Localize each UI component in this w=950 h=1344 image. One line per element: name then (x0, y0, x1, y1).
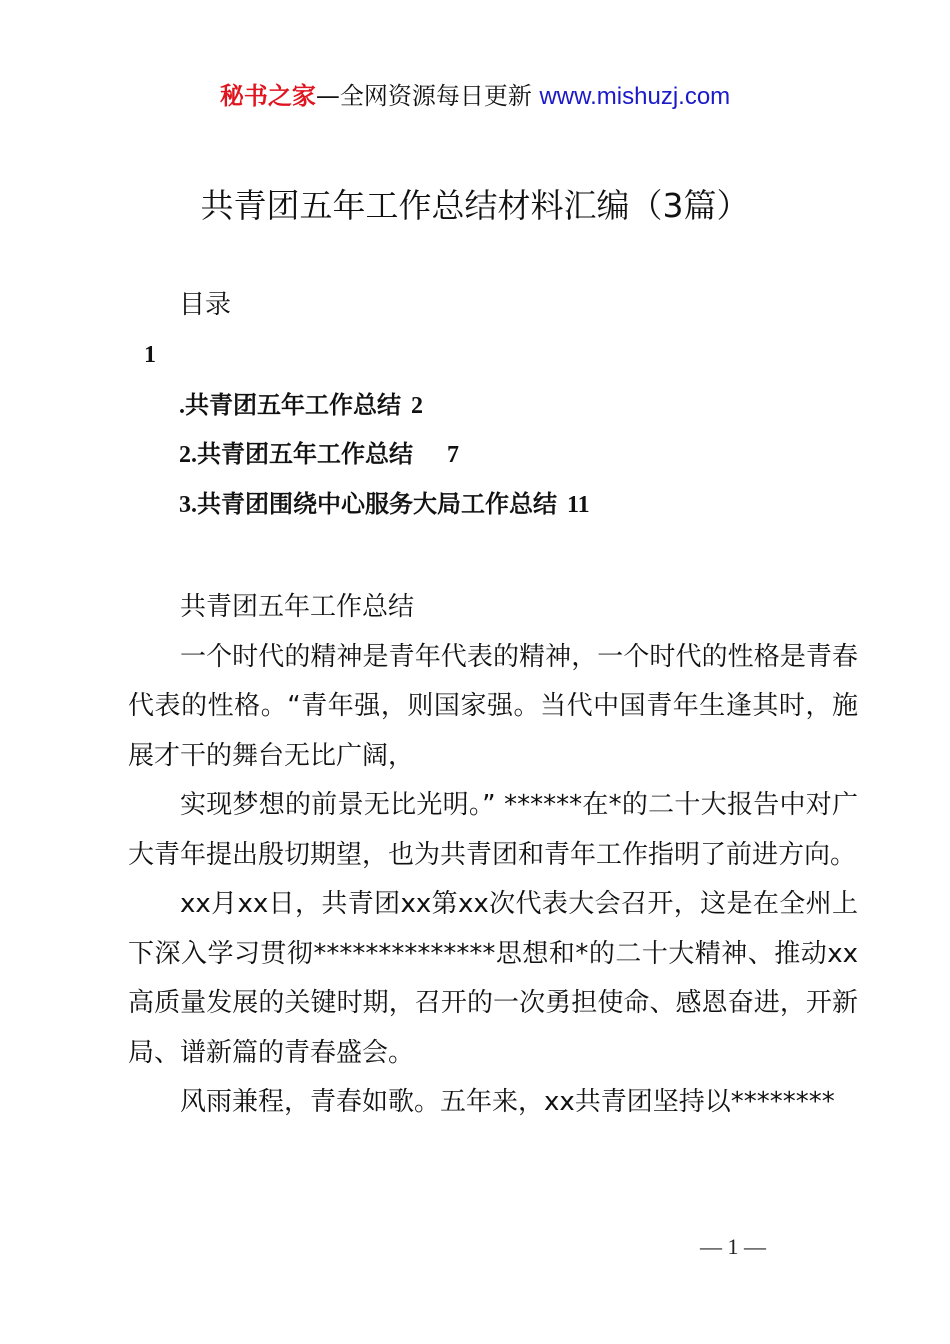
body-text (128, 583, 858, 1128)
document-title: 共青团五年工作总结材料汇编（3篇） (200, 186, 750, 225)
toc-entry-prefix: . (179, 393, 185, 419)
brand-name: 秘书之家 (219, 82, 316, 110)
section-title: 共青团五年工作总结 (180, 592, 415, 622)
toc-entry-page: 7 (447, 442, 459, 468)
toc-entry-page: 11 (567, 492, 590, 518)
toc-entry[interactable] (179, 388, 423, 423)
toc-entry-prefix: 2. (179, 442, 197, 468)
body-paragraph: 一个时代的精神是青年代表的精神，一个时代的性格是青春代表的性格。“青年强，则国家强。当代中国青年生逢其时，施展才干的舞台无比广阔， (128, 641, 858, 771)
site-url-link[interactable]: www.mishuzj.com (539, 83, 731, 110)
body-paragraph: 实现梦想的前景无比光明。” ******在*的二十大报告中对广大青年提出殷切期望，也为共青团和青年工作指明了前进方向。 (128, 790, 858, 870)
toc-entry-page: 2 (411, 393, 423, 419)
toc-entry-label: 共青团五年工作总结 (197, 440, 413, 468)
body-paragraph: xx月xx日，共青团xx第xx次代表大会召开，这是在全州上下深入学习贯彻**************思想和*的二十大精神、推动xx高质量发展的关键时期，召开的一次勇担使命、感恩奋进，开新局、谱新篇的青春盛会。 (128, 889, 858, 1068)
toc-heading: 目录 (179, 290, 232, 320)
toc-entry-label: 共青团五年工作总结 (185, 391, 401, 419)
toc-entry-prefix: 3. (179, 492, 197, 518)
toc-entry[interactable] (179, 487, 590, 522)
toc-entry[interactable] (179, 437, 459, 472)
toc-stray-number: 1 (144, 342, 156, 368)
toc-entry-label: 共青团围绕中心服务大局工作总结 (197, 490, 557, 518)
body-paragraph: 风雨兼程，青春如歌。五年来，xx共青团坚持以******** (180, 1087, 835, 1117)
header-slogan: —全网资源每日更新 (315, 82, 532, 110)
site-header (0, 80, 950, 113)
page-number: — 1 — (700, 1234, 766, 1259)
